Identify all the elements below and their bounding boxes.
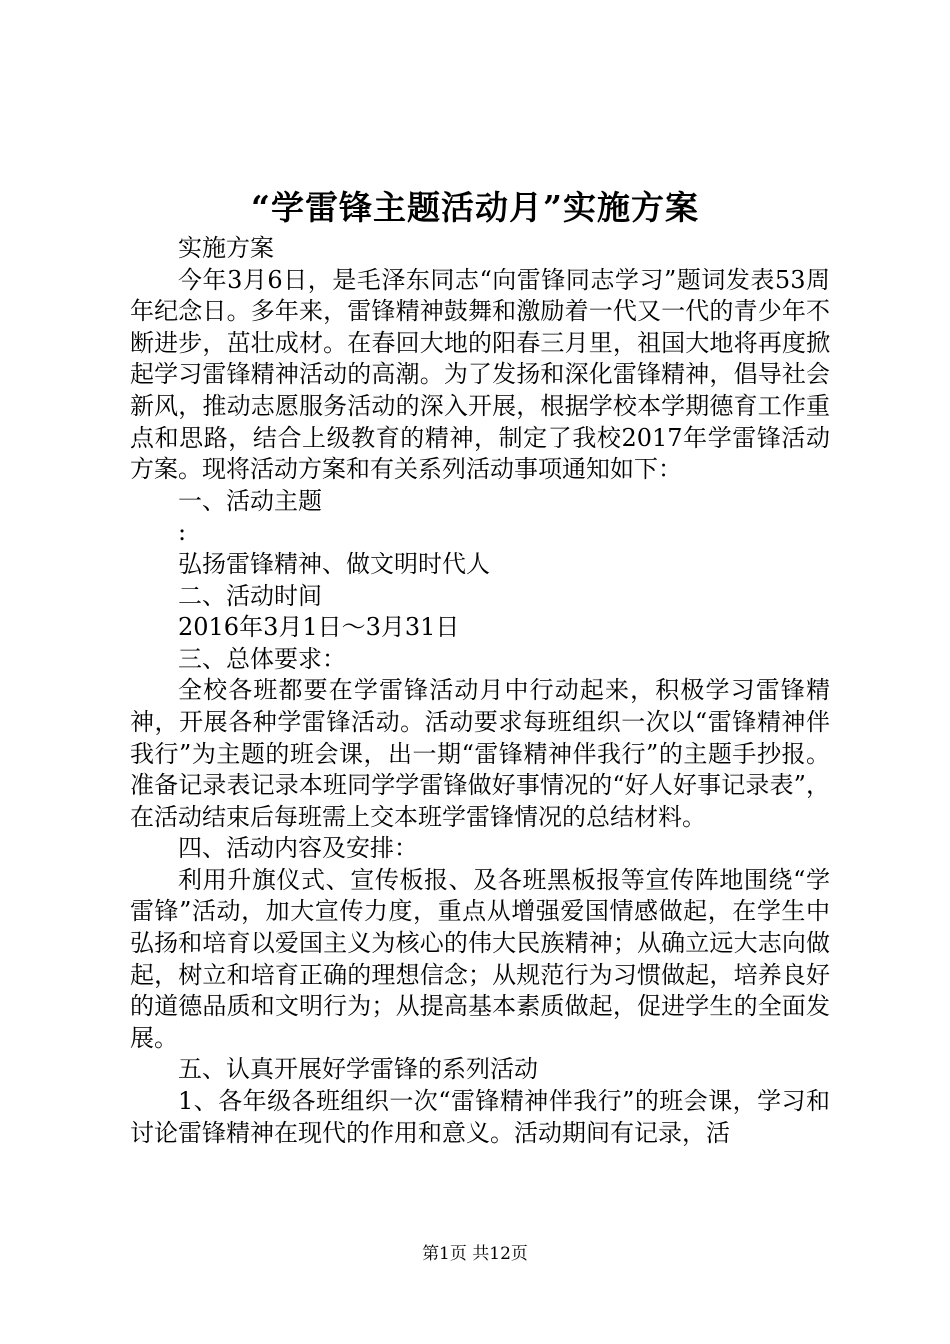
document-body [130,233,830,1149]
paragraph-colon: : [178,518,187,547]
paragraph-theme: 弘扬雷锋精神、做文明时代人 [178,549,490,578]
paragraph-time: 2016年3月1日～3月31日 [178,613,460,642]
paragraph-activity-1: 1、各年级各班组织一次“雷锋精神伴我行”的班会课，学习和讨论雷锋精神在现代的作用和意义。活动期间有记录，活 [130,1087,830,1147]
section-heading-theme: 一、活动主题 [178,486,322,515]
section-heading-requirements: 三、总体要求： [178,644,346,673]
document-title: “学雷锋主题活动月”实施方案 [251,188,699,227]
section-heading-time: 二、活动时间 [178,581,322,610]
page-footer: 第1页 共12页 [422,1244,528,1264]
paragraph-requirements: 全校各班都要在学雷锋活动月中行动起来，积极学习雷锋精神，开展各种学雷锋活动。活动要求每班组织一次以“雷锋精神伴我行”为主题的班会课，出一期“雷锋精神伴我行”的主题手抄报。准备记录表记录本班同学学雷锋做好事情况的“好人好事记录表”，在活动结束后每班需上交本班学雷锋情况的总结材料。 [130,676,830,831]
section-heading-content: 四、活动内容及安排： [178,834,418,863]
paragraph-intro: 今年3月6日，是毛泽东同志“向雷锋同志学习”题词发表53周年纪念日。多年来，雷锋精神鼓舞和激励着一代又一代的青少年不断进步，茁壮成材。在春回大地的阳春三月里，祖国大地将再度掀起学习雷锋精神活动的高潮。为了发扬和深化雷锋精神，倡导社会新风，推动志愿服务活动的深入开展，根据学校本学期德育工作重点和思路，结合上级教育的精神，制定了我校2017年学雷锋活动方案。现将活动方案和有关系列活动事项通知如下： [130,265,830,484]
paragraph-heading-plan: 实施方案 [178,234,274,262]
section-heading-activities: 五、认真开展好学雷锋的系列活动 [178,1055,538,1084]
paragraph-content: 利用升旗仪式、宣传板报、及各班黑板报等宣传阵地围绕“学雷锋”活动，加大宣传力度，重点从增强爱国情感做起，在学生中弘扬和培育以爱国主义为核心的伟大民族精神；从确立远大志向做起，树立和培育正确的理想信念；从规范行为习惯做起，培养良好的道德品质和文明行为；从提高基本素质做起，促进学生的全面发展。 [130,865,830,1052]
